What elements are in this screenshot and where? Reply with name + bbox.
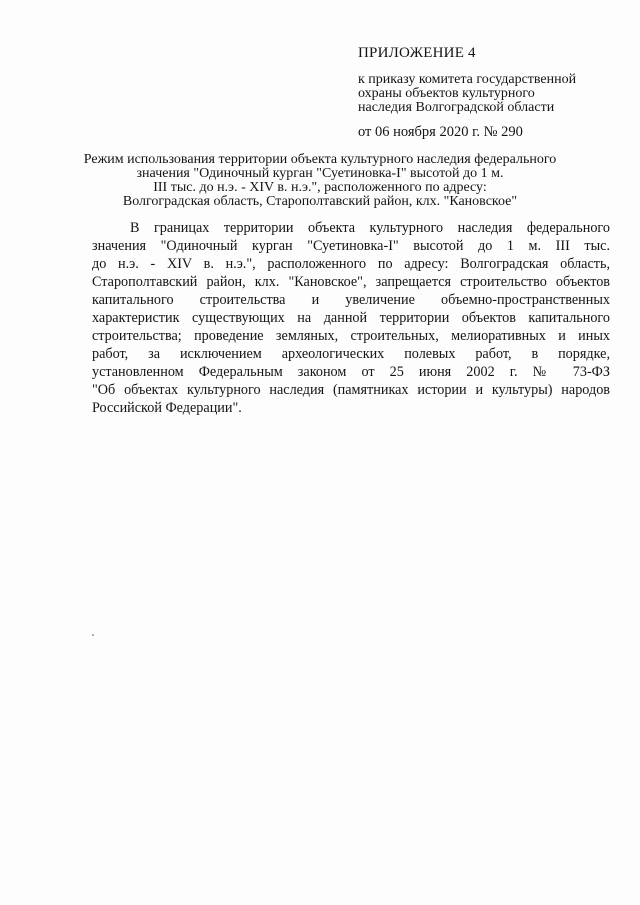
body-line: В границах территории объекта культурного наследия федерального: [130, 220, 610, 236]
body-line: Старополтавский район, клх. "Кановское", запрещается строительство объектов: [92, 274, 610, 290]
body-line: строительства; проведение земляных, строительных, мелиоративных и иных: [92, 328, 610, 344]
body-line: "Об объектах культурного наследия (памятниках истории и культуры) народов: [92, 382, 610, 398]
body-line: до н.э. - XIV в. н.э.", расположенного по адресу: Волгоградская область,: [92, 256, 610, 272]
order-reference: [358, 73, 628, 115]
body-line: установленном Федеральным законом от 25 июня 2002 г. № 73-ФЗ: [92, 364, 610, 380]
body-line: капитального строительства и увеличение объемно-пространственных: [92, 292, 610, 308]
scan-speck: [92, 634, 94, 636]
order-reference-line: наследия Волгоградской области: [358, 100, 555, 115]
title-line: значения "Одиночный курган "Суетиновка-I" высотой до 1 м.: [136, 166, 504, 181]
document-title: [80, 153, 560, 209]
body-line: значения "Одиночный курган "Суетиновка-I" высотой до 1 м. III тыс.: [92, 238, 610, 254]
order-reference-line: охраны объектов культурного: [358, 86, 535, 101]
appendix-label: ПРИЛОЖЕНИЕ 4: [358, 45, 476, 61]
body-line: работ, за исключением археологических полевых работ, в порядке,: [92, 346, 610, 362]
body-line: Российской Федерации".: [92, 400, 242, 416]
order-reference-line: к приказу комитета государственной: [358, 72, 577, 87]
body-line: характеристик существующих на данной территории объектов капитального: [92, 310, 610, 326]
title-line: Режим использования территории объекта культурного наследия федерального: [83, 152, 557, 167]
title-line: III тыс. до н.э. - XIV в. н.э.", расположенного по адресу:: [153, 180, 487, 195]
body-paragraph: [92, 219, 610, 417]
title-line: Волгоградская область, Старополтавский район, клх. "Кановское": [122, 194, 518, 209]
order-date: от 06 ноября 2020 г. № 290: [358, 124, 523, 140]
